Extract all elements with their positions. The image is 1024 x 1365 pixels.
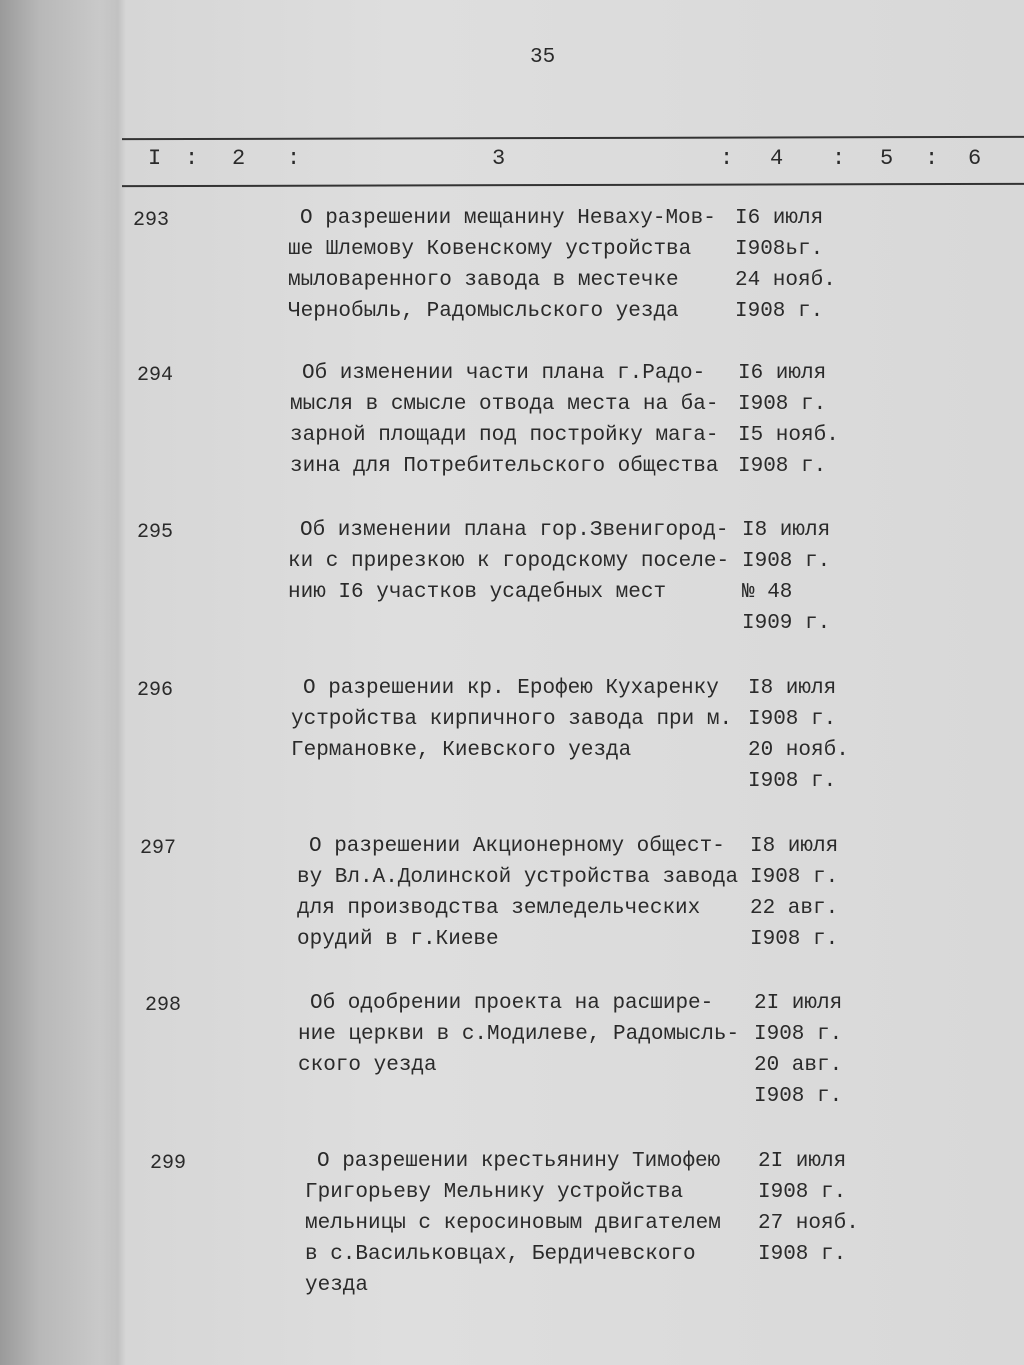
table-header-rule: [122, 183, 1024, 187]
date-line: I8 июля: [742, 519, 831, 542]
entry-dates: [758, 1146, 859, 1270]
column-separator: :: [925, 146, 939, 171]
date-line: I908 г.: [748, 770, 837, 793]
date-line: I908 г.: [754, 1085, 843, 1108]
description-line: ки с прирезкою к городскому поселе-: [288, 550, 730, 573]
description-line: ние церкви в с.Модилеве, Радомысль-: [298, 1023, 740, 1046]
description-line: уезда: [305, 1274, 369, 1297]
date-line: I8 июля: [748, 677, 837, 700]
date-line: I908 г.: [748, 708, 837, 731]
date-line: I908 г.: [738, 393, 827, 416]
description-line: О разрешении мещанину Неваху-Мов-: [300, 207, 716, 230]
date-line: I908 г.: [758, 1243, 847, 1266]
date-line: I6 июля: [735, 207, 824, 230]
description-line: ше Шлемову Ковенскому устройства: [288, 238, 692, 261]
column-separator: :: [832, 146, 846, 171]
entry-description: [297, 831, 738, 955]
date-line: I908 г.: [750, 928, 839, 951]
page-number: 35: [530, 46, 556, 69]
description-line: Германовке, Киевского уезда: [291, 739, 632, 762]
description-line: О разрешении крестьянину Тимофею: [317, 1150, 721, 1173]
description-line: О разрешении кр. Ерофею Кухаренку: [303, 677, 719, 700]
date-line: 20 нояб.: [748, 739, 849, 762]
column-header-1: I: [148, 146, 162, 171]
entry-description: [298, 988, 739, 1081]
date-line: 24 нояб.: [735, 269, 836, 292]
date-line: I908 г.: [742, 550, 831, 573]
description-line: мысля в смысле отвода места на ба-: [290, 393, 719, 416]
entry-number: 296: [137, 679, 174, 702]
entry-dates: [750, 831, 838, 955]
entry-dates: [754, 988, 842, 1112]
description-line: ву Вл.А.Долинской устройства завода: [297, 866, 739, 889]
entry-number: 299: [150, 1152, 187, 1175]
date-line: I908ьг.: [735, 238, 824, 261]
entry-number: 294: [137, 364, 174, 387]
entry-description: [288, 203, 716, 327]
entry-description: [290, 358, 718, 482]
entry-number: 293: [133, 209, 170, 232]
column-header-2: 2: [232, 146, 246, 171]
date-line: I908 г.: [738, 455, 827, 478]
column-separator: :: [287, 146, 301, 171]
date-line: I908 г.: [735, 300, 824, 323]
description-line: Об изменении части плана г.Радо-: [302, 362, 706, 385]
entry-description: [291, 673, 732, 766]
entry-number: 295: [137, 521, 174, 544]
description-line: ского уезда: [298, 1054, 437, 1077]
entry-dates: [735, 203, 836, 327]
date-line: 20 авг.: [754, 1054, 843, 1077]
date-line: 2I июля: [754, 992, 843, 1015]
description-line: Об одобрении проекта на расшире-: [310, 992, 714, 1015]
date-line: I5 нояб.: [738, 424, 839, 447]
table-top-rule: [122, 136, 1024, 140]
date-line: I908 г.: [754, 1023, 843, 1046]
column-header-4: 4: [770, 146, 784, 171]
description-line: мельницы с керосиновым двигателем: [305, 1212, 721, 1235]
description-line: О разрешении Акционерному общест-: [309, 835, 725, 858]
date-line: I909 г.: [742, 612, 831, 635]
date-line: I8 июля: [750, 835, 839, 858]
description-line: Об изменении плана гор.Звенигород-: [300, 519, 729, 542]
description-line: в с.Васильковцах, Бердичевского: [305, 1243, 696, 1266]
description-line: устройства кирпичного завода при м.: [291, 708, 733, 731]
date-line: I6 июля: [738, 362, 827, 385]
date-line: 22 авг.: [750, 897, 839, 920]
entry-number: 298: [145, 994, 182, 1017]
entry-dates: [742, 515, 830, 639]
column-header-3: 3: [492, 146, 506, 171]
column-header-6: 6: [968, 146, 982, 171]
entry-description: [288, 515, 729, 608]
entry-dates: [748, 673, 849, 797]
description-line: мыловаренного завода в местечке: [288, 269, 679, 292]
entry-number: 297: [140, 837, 177, 860]
description-line: зарной площади под постройку мага-: [290, 424, 719, 447]
date-line: 2I июля: [758, 1150, 847, 1173]
column-separator: :: [185, 146, 199, 171]
description-line: Григорьеву Мельнику устройства: [305, 1181, 684, 1204]
date-line: 27 нояб.: [758, 1212, 859, 1235]
description-line: зина для Потребительского общества: [290, 455, 719, 478]
description-line: Чернобыль, Радомысльского уезда: [288, 300, 679, 323]
date-line: I908 г.: [758, 1181, 847, 1204]
entry-dates: [738, 358, 839, 482]
column-separator: :: [720, 146, 734, 171]
description-line: для производства земледельческих: [297, 897, 701, 920]
date-line: № 48: [742, 581, 793, 604]
entry-description: [305, 1146, 721, 1301]
column-header-5: 5: [880, 146, 894, 171]
description-line: нию I6 участков усадебных мест: [288, 581, 667, 604]
description-line: орудий в г.Киеве: [297, 928, 499, 951]
date-line: I908 г.: [750, 866, 839, 889]
